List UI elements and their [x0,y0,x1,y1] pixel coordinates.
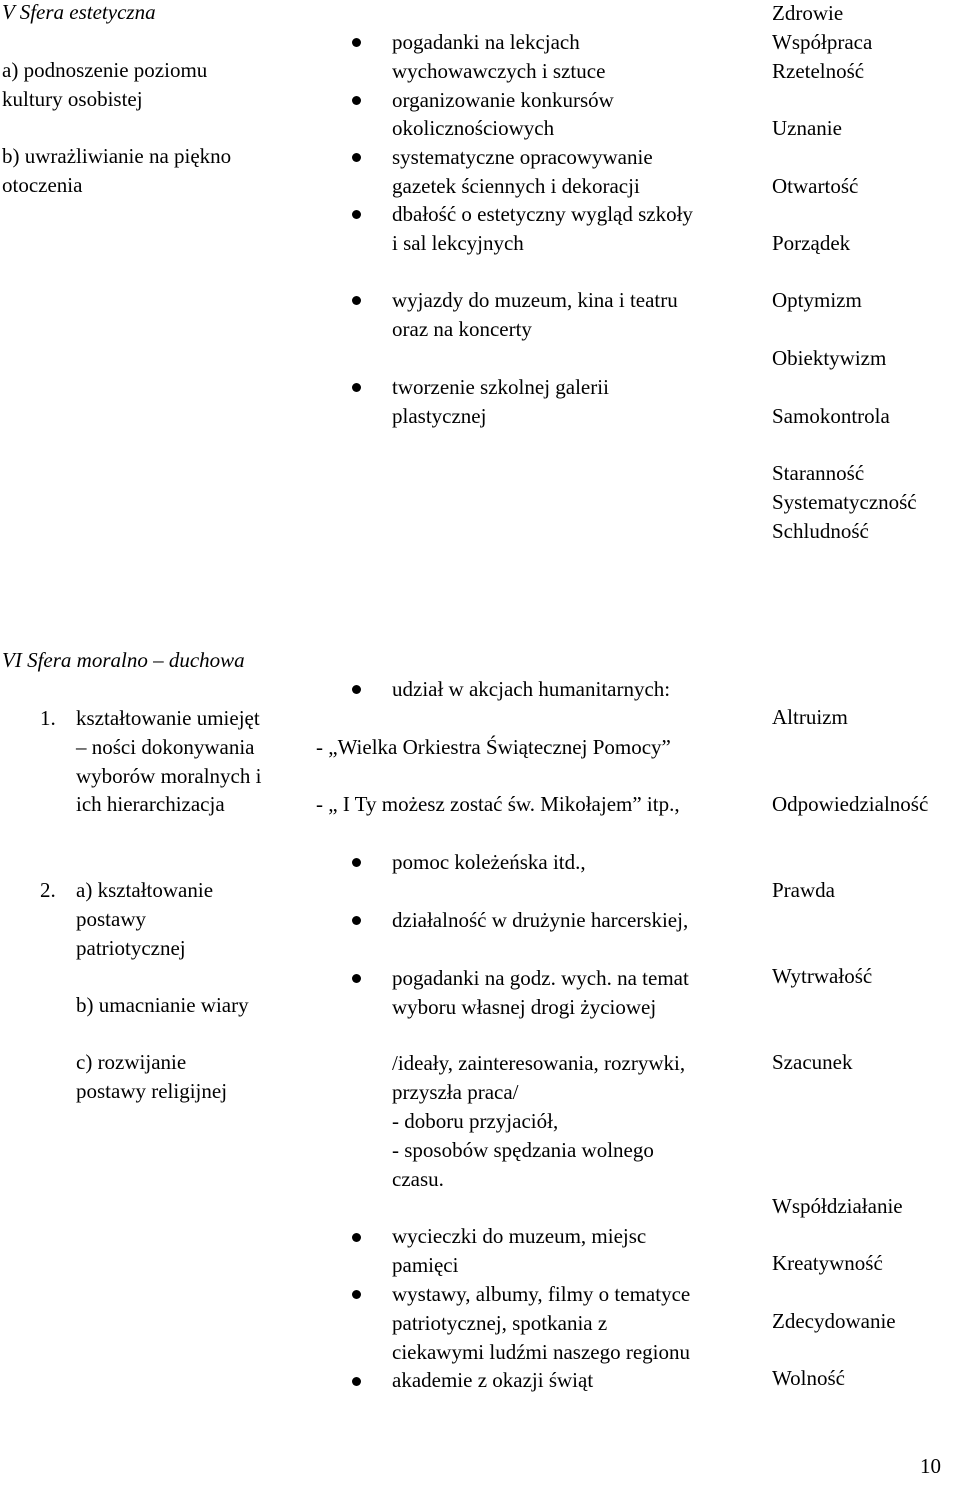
goal-number: 2. [40,878,56,902]
page-number: 10 [920,1454,941,1478]
activity-line: - „Wielka Orkiestra Świątecznej Pomocy” [316,735,671,759]
value-word: Altruizm [772,705,848,729]
activity-line: czasu. [392,1167,444,1191]
activity-line: ciekawymi ludźmi naszego regionu [392,1340,690,1364]
bullet [352,916,361,925]
goal-line: kształtowanie umiejęt [76,706,260,730]
bullet [352,296,361,305]
value-word: Odpowiedzialność [772,792,929,816]
activity-line: /ideały, zainteresowania, rozrywki, [392,1051,686,1075]
activity-line: plastycznej [392,404,487,428]
bullet [352,685,361,694]
activity-line: przyszła praca/ [392,1080,519,1104]
value-word: Porządek [772,231,851,255]
bullet [352,210,361,219]
goal-line: postawy religijnej [76,1079,228,1103]
value-word: Współpraca [772,30,873,54]
goal-line: postawy [76,907,146,931]
goal-line: – ności dokonywania [76,735,255,759]
value-word: Zdecydowanie [772,1309,896,1333]
activity-line: wyboru własnej drogi życiowej [392,995,657,1019]
activity-line: - „ I Ty możesz zostać św. Mikołajem” itp., [316,792,680,816]
value-word: Wytrwałość [772,964,873,988]
activity-line: patriotycznej, spotkania z [392,1311,608,1335]
goal-line: b) uwrażliwianie na piękno [2,144,232,168]
goal-line: c) rozwijanie [76,1050,187,1074]
goal-line: kultury osobistej [2,87,143,111]
bullet [352,1377,361,1386]
value-word: Schludność [772,519,869,543]
activity-line: systematyczne opracowywanie [392,145,653,169]
goal-number: 1. [40,706,56,730]
activity-line: okolicznościowych [392,116,555,140]
value-word: Otwartość [772,174,859,198]
value-word: Zdrowie [772,1,844,25]
activity-line: - sposobów spędzania wolnego [392,1138,654,1162]
bullet [352,96,361,105]
value-word: Rzetelność [772,59,865,83]
activity-line: działalność w drużynie harcerskiej, [392,908,689,932]
value-word: Staranność [772,461,865,485]
goal-line: a) kształtowanie [76,878,214,902]
activity-line: oraz na koncerty [392,317,532,341]
goal-line: wyborów moralnych i [76,764,262,788]
activity-line: pogadanki na godz. wych. na temat [392,966,689,990]
value-word: Szacunek [772,1050,853,1074]
goal-line: ich hierarchizacja [76,792,225,816]
bullet [352,38,361,47]
value-word: Prawda [772,878,835,902]
activity-line: gazetek ściennych i dekoracji [392,174,640,198]
activity-line: wystawy, albumy, filmy o tematyce [392,1282,691,1306]
bullet [352,153,361,162]
activity-line: dbałość o estetyczny wygląd szkoły [392,202,693,226]
value-word: Obiektywizm [772,346,887,370]
bullet [352,1233,361,1242]
activity-line: pogadanki na lekcjach [392,30,580,54]
value-word: Systematyczność [772,490,917,514]
activity-line: pomoc koleżeńska itd., [392,850,586,874]
activity-line: - doboru przyjaciół, [392,1109,559,1133]
bullet [352,1290,361,1299]
activity-line: organizowanie konkursów [392,88,614,112]
value-word: Uznanie [772,116,842,140]
value-word: Kreatywność [772,1251,883,1275]
goal-line: b) umacnianie wiary [76,993,249,1017]
bullet [352,974,361,983]
section-6-heading: VI Sfera moralno – duchowa [2,648,245,672]
activity-line: i sal lekcyjnych [392,231,524,255]
activity-line: udział w akcjach humanitarnych: [392,677,671,701]
activity-line: wycieczki do muzeum, miejsc [392,1224,647,1248]
goal-line: patriotycznej [76,936,186,960]
goal-line: a) podnoszenie poziomu [2,58,208,82]
activity-line: akademie z okazji świąt [392,1368,594,1392]
activity-line: tworzenie szkolnej galerii [392,375,609,399]
value-word: Współdziałanie [772,1194,903,1218]
activity-line: pamięci [392,1253,459,1277]
activity-line: wychowawczych i sztuce [392,59,606,83]
bullet [352,383,361,392]
value-word: Samokontrola [772,404,890,428]
section-5-heading: V Sfera estetyczna [2,0,156,24]
goal-line: otoczenia [2,173,83,197]
value-word: Wolność [772,1366,845,1390]
value-word: Optymizm [772,288,862,312]
activity-line: wyjazdy do muzeum, kina i teatru [392,288,678,312]
bullet [352,858,361,867]
